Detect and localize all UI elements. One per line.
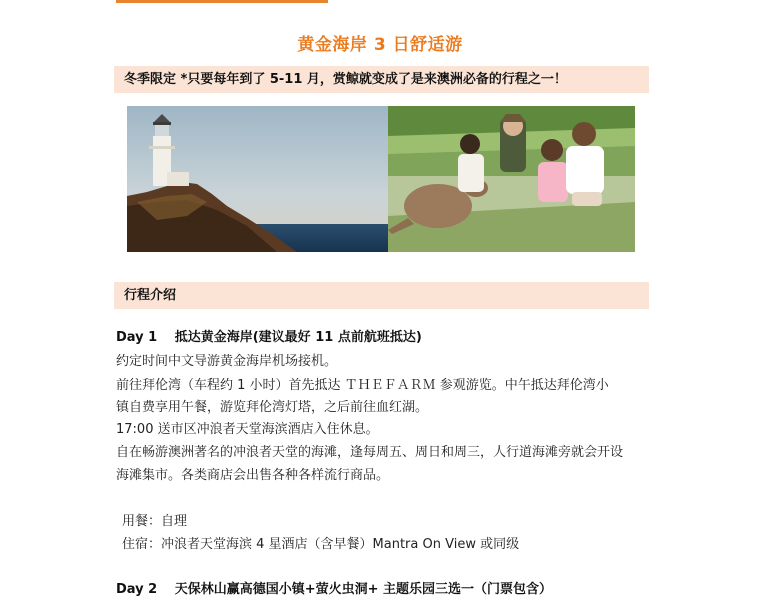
- day1-line: 17:00 送市区冲浪者天堂海滨酒店入住休息。: [116, 422, 379, 437]
- day1-line: 镇自费享用午餐，游览拜伦湾灯塔，之后前往血红湖。: [116, 400, 429, 415]
- day2-title: Day 2 天保林山赢高德国小镇+萤火虫洞+ 主题乐园三选一（门票包含）: [116, 582, 553, 597]
- day1-line: 自在畅游澳洲著名的冲浪者天堂的海滩，逢每周五、周日和周三，人行道海滩旁就会开设: [116, 445, 624, 460]
- top-decorative-rule: [116, 0, 328, 3]
- day1-line: 海滩集市。各类商店会出售各种各样流行商品。: [116, 468, 390, 483]
- lighthouse-coast-photo: [127, 106, 388, 252]
- promo-banner: [114, 66, 649, 93]
- section-title: 行程介绍: [124, 288, 177, 303]
- day1-meal: 用餐：自理: [122, 514, 188, 529]
- day1-title: Day 1 抵达黄金海岸(建议最好 11 点前航班抵达): [116, 330, 422, 345]
- day1-hotel: 住宿：冲浪者天堂海滨 4 星酒店（含早餐）Mantra On View 或同级: [122, 537, 520, 552]
- page-title: 黄金海岸 3 日舒适游: [297, 35, 463, 55]
- promo-text: 冬季限定 *只要每年到了 5-11 月，赏鲸就变成了是来澳洲必备的行程之一！: [124, 72, 567, 87]
- kangaroo-family-photo: [388, 106, 635, 252]
- section-header-itinerary: [114, 282, 649, 309]
- day1-line: 约定时间中文导游黄金海岸机场接机。: [116, 354, 338, 369]
- day1-line: 前往拜伦湾（车程约 1 小时）首先抵达 ＴＨＥＦＡＲＭ 参观游览。中午抵达拜伦湾小: [116, 378, 609, 393]
